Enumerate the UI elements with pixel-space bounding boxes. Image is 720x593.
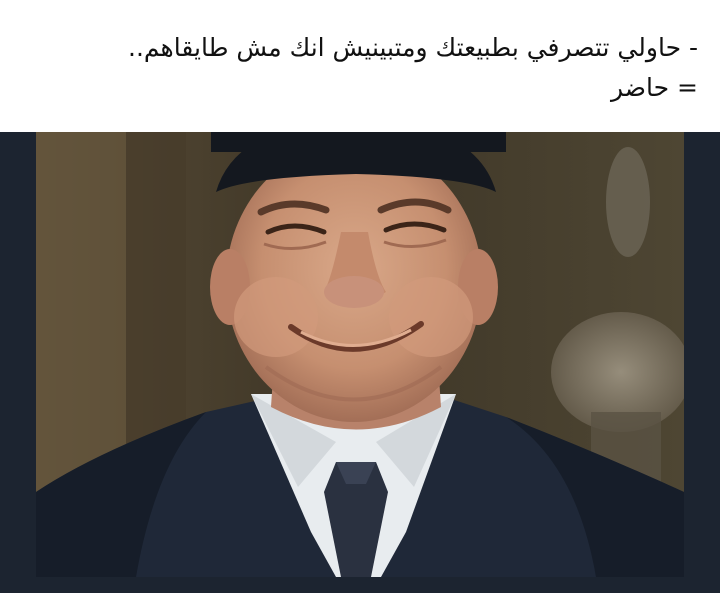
meme-caption	[18, 28, 698, 108]
smiling-man-icon	[36, 132, 684, 577]
bottom-bar	[0, 577, 720, 593]
photo-frame	[0, 132, 720, 593]
caption-line-request: - حاولي تتصرفي بطبيعتك ومتبينيش انك مش طايقاهم..	[128, 33, 698, 62]
meme-photo[interactable]	[36, 132, 684, 577]
caption-line-reply: = حاضر	[611, 73, 698, 102]
